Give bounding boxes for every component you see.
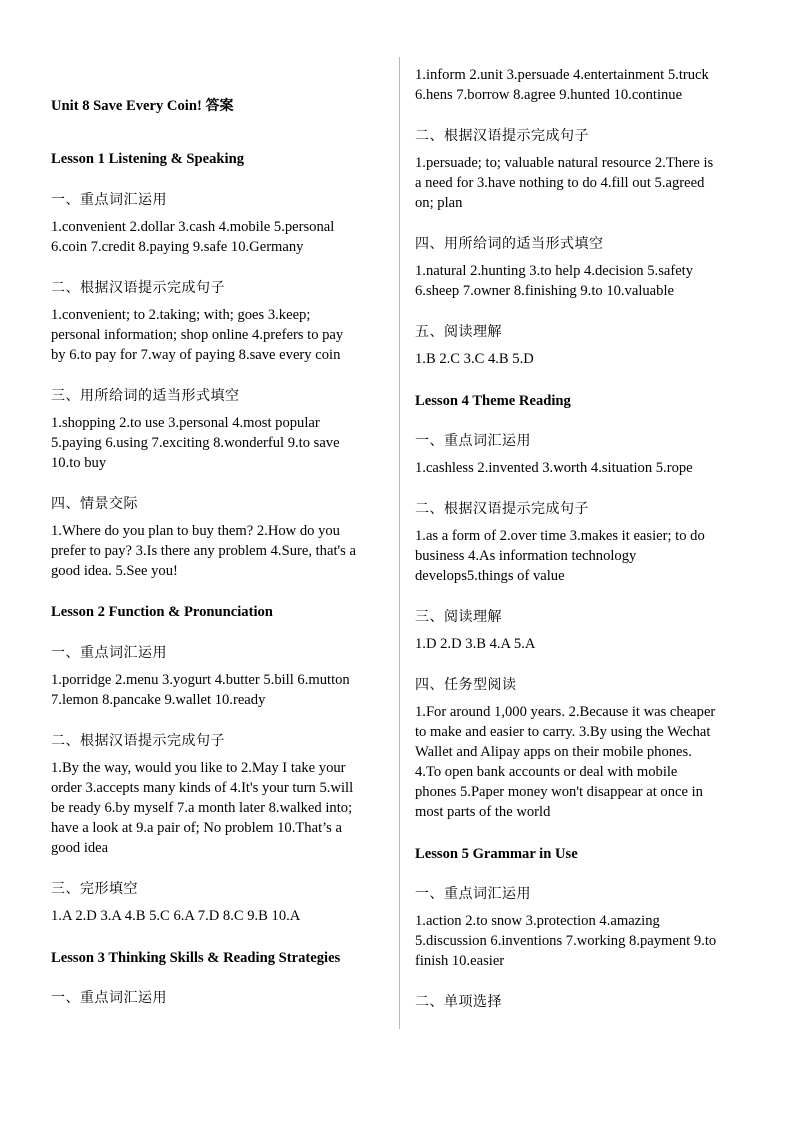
answer-line: 1.cashless 2.invented 3.worth 4.situation 5.rope <box>415 460 693 476</box>
answer-line: 1.shopping 2.to use 3.personal 4.most popular <box>51 415 320 431</box>
answer-line: 1.By the way, would you like to 2.May I take your <box>51 760 346 776</box>
answer-line: personal information; shop online 4.prefers to pay <box>51 327 344 343</box>
answer-line: 1.For around 1,000 years. 2.Because it was cheaper <box>415 704 716 720</box>
lesson-5-section-1-answers <box>415 911 751 971</box>
lesson-1-section-2-answers <box>51 305 391 365</box>
lesson-3-section-1-answers <box>415 65 751 105</box>
answer-line: 4.To open bank accounts or deal with mobile <box>415 764 678 780</box>
lesson-3-section-2-answers <box>415 153 751 213</box>
lesson-4-section-4-title: 四、任务型阅读 <box>415 677 517 693</box>
answer-line: business 4.As information technology <box>415 548 637 564</box>
answer-line: have a look at 9.a pair of; No problem 10.That’s a <box>51 820 342 836</box>
lesson-4-section-1-title: 一、重点词汇运用 <box>415 433 531 449</box>
answer-line: 1.Where do you plan to buy them? 2.How do you <box>51 523 340 539</box>
lesson-1-heading: Lesson 1 Listening & Speaking <box>51 151 245 167</box>
answer-line: 7.lemon 8.pancake 9.wallet 10.ready <box>51 692 266 708</box>
lesson-2-section-3-title: 三、完形填空 <box>51 881 138 897</box>
answer-line: good idea. 5.See you! <box>51 563 178 579</box>
answer-line: prefer to pay? 3.Is there any problem 4.Sure, that's a <box>51 543 356 559</box>
answer-line: 1.as a form of 2.over time 3.makes it easier; to do <box>415 528 705 544</box>
lesson-4-section-3-answers <box>415 634 751 654</box>
lesson-4-heading: Lesson 4 Theme Reading <box>415 393 571 409</box>
answer-line: 1.convenient 2.dollar 3.cash 4.mobile 5.personal <box>51 219 335 235</box>
answer-line: on; plan <box>415 195 463 211</box>
answer-line: 1.convenient; to 2.taking; with; goes 3.keep; <box>51 307 311 323</box>
lesson-1-section-2-title: 二、根据汉语提示完成句子 <box>51 280 225 296</box>
lesson-1-section-3-answers <box>51 413 391 473</box>
answer-line: to make and easier to carry. 3.By using the Wechat <box>415 724 711 740</box>
answer-line: a need for 3.have nothing to do 4.fill out 5.agreed <box>415 175 705 191</box>
answer-line: develops5.things of value <box>415 568 565 584</box>
lesson-2-section-3-answers <box>51 906 391 926</box>
answer-line: good idea <box>51 840 109 856</box>
answer-line: by 6.to pay for 7.way of paying 8.save every coin <box>51 347 341 363</box>
lesson-1-section-1-title: 一、重点词汇运用 <box>51 192 167 208</box>
lesson-3-section-5-title: 五、阅读理解 <box>415 324 502 340</box>
document-title-en: Unit 8 Save Every Coin! <box>51 98 206 114</box>
lesson-3-heading: Lesson 3 Thinking Skills & Reading Strategies <box>51 950 341 966</box>
lesson-3-section-4-answers <box>415 261 751 301</box>
answer-line: 6.coin 7.credit 8.paying 9.safe 10.Germany <box>51 239 304 255</box>
lesson-2-section-2-title: 二、根据汉语提示完成句子 <box>51 733 225 749</box>
lesson-4-section-4-answers <box>415 702 751 822</box>
lesson-1-section-1-answers <box>51 217 391 257</box>
column-divider <box>399 57 400 1029</box>
answer-line: order 3.accepts many kinds of 4.It's your turn 5.will <box>51 780 354 796</box>
lesson-4-section-2-title: 二、根据汉语提示完成句子 <box>415 501 589 517</box>
lesson-5-section-2-title: 二、单项选择 <box>415 994 502 1010</box>
lesson-1-section-4-answers <box>51 521 391 581</box>
lesson-5-section-1-title: 一、重点词汇运用 <box>415 886 531 902</box>
answer-line: phones 5.Paper money won't disappear at once in <box>415 784 703 800</box>
answer-line: 1.B 2.C 3.C 4.B 5.D <box>415 351 534 367</box>
lesson-2-section-1-title: 一、重点词汇运用 <box>51 645 167 661</box>
answer-line: 1.A 2.D 3.A 4.B 5.C 6.A 7.D 8.C 9.B 10.A <box>51 908 301 924</box>
answer-line: Wallet and Alipay apps on their mobile phones. <box>415 744 692 760</box>
lesson-3-section-2-title: 二、根据汉语提示完成句子 <box>415 128 589 144</box>
lesson-3-section-4-title: 四、用所给词的适当形式填空 <box>415 236 604 252</box>
lesson-3-section-5-answers <box>415 349 751 369</box>
answer-line: 1.persuade; to; valuable natural resource 2.There is <box>415 155 714 171</box>
answer-line: most parts of the world <box>415 804 551 820</box>
lesson-4-section-2-answers <box>415 526 751 586</box>
answer-line: 1.natural 2.hunting 3.to help 4.decision 5.safety <box>415 263 694 279</box>
lesson-4-section-3-title: 三、阅读理解 <box>415 609 502 625</box>
lesson-5-heading: Lesson 5 Grammar in Use <box>415 846 578 862</box>
lesson-2-heading: Lesson 2 Function & Pronunciation <box>51 604 273 620</box>
answer-line: 5.paying 6.using 7.exciting 8.wonderful 9.to save <box>51 435 340 451</box>
lesson-4-section-1-answers <box>415 458 751 478</box>
answer-line: 1.porridge 2.menu 3.yogurt 4.butter 5.bill 6.mutton <box>51 672 350 688</box>
answer-line: 1.action 2.to snow 3.protection 4.amazing <box>415 913 660 929</box>
document-title-cn: 答案 <box>205 98 234 114</box>
lesson-1-section-3-title: 三、用所给词的适当形式填空 <box>51 388 240 404</box>
answer-line: 6.hens 7.borrow 8.agree 9.hunted 10.continue <box>415 87 683 103</box>
answer-line: 1.D 2.D 3.B 4.A 5.A <box>415 636 536 652</box>
lesson-3-section-1-title: 一、重点词汇运用 <box>51 990 167 1006</box>
document-title <box>51 96 391 116</box>
lesson-1-section-4-title: 四、情景交际 <box>51 496 138 512</box>
lesson-2-section-1-answers <box>51 670 391 710</box>
answer-line: 1.inform 2.unit 3.persuade 4.entertainment 5.truck <box>415 67 709 83</box>
answer-line: be ready 6.by myself 7.a month later 8.walked into; <box>51 800 353 816</box>
answer-line: 5.discussion 6.inventions 7.working 8.payment 9.to <box>415 933 717 949</box>
lesson-2-section-2-answers <box>51 758 391 858</box>
answer-line: 6.sheep 7.owner 8.finishing 9.to 10.valuable <box>415 283 674 299</box>
answer-line: finish 10.easier <box>415 953 505 969</box>
answer-line: 10.to buy <box>51 455 107 471</box>
